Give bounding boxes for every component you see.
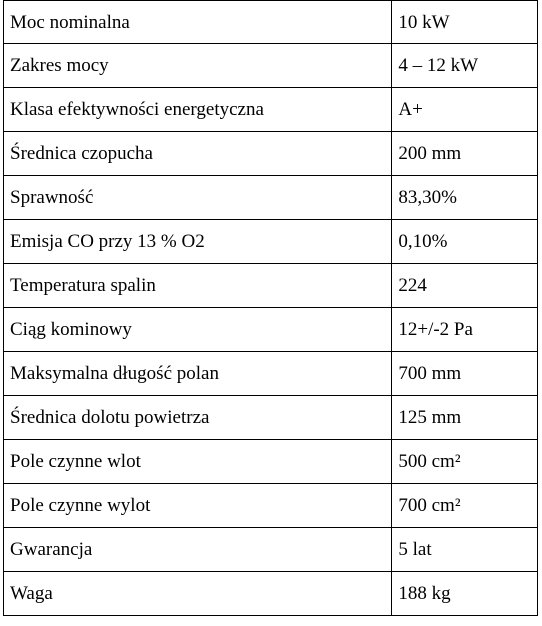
row-label: Waga — [4, 572, 392, 616]
row-value: 200 mm — [392, 132, 538, 176]
row-label: Emisja CO przy 13 % O2 — [4, 220, 392, 264]
table-row — [4, 220, 538, 264]
row-label: Średnica dolotu powietrza — [4, 396, 392, 440]
table-row — [4, 264, 538, 308]
table-row — [4, 1, 538, 44]
row-label: Pole czynne wlot — [4, 440, 392, 484]
row-label: Klasa efektywności energetyczna — [4, 88, 392, 132]
table-row — [4, 352, 538, 396]
row-value: 700 mm — [392, 352, 538, 396]
row-label: Ciąg kominowy — [4, 308, 392, 352]
row-value: 125 mm — [392, 396, 538, 440]
table-row — [4, 572, 538, 616]
row-label: Zakres mocy — [4, 44, 392, 88]
table-row — [4, 440, 538, 484]
row-value: 10 kW — [392, 1, 538, 44]
row-value: 0,10% — [392, 220, 538, 264]
row-label: Maksymalna długość polan — [4, 352, 392, 396]
row-label: Sprawność — [4, 176, 392, 220]
row-label: Moc nominalna — [4, 1, 392, 44]
row-label: Temperatura spalin — [4, 264, 392, 308]
table-row — [4, 176, 538, 220]
row-value: 700 cm² — [392, 484, 538, 528]
table-row — [4, 484, 538, 528]
row-label: Pole czynne wylot — [4, 484, 392, 528]
row-value: A+ — [392, 88, 538, 132]
row-value: 4 – 12 kW — [392, 44, 538, 88]
specification-table — [3, 0, 538, 616]
row-label: Średnica czopucha — [4, 132, 392, 176]
row-label: Gwarancja — [4, 528, 392, 572]
table-row — [4, 88, 538, 132]
table-row — [4, 528, 538, 572]
row-value: 500 cm² — [392, 440, 538, 484]
row-value: 5 lat — [392, 528, 538, 572]
row-value: 188 kg — [392, 572, 538, 616]
table-row — [4, 132, 538, 176]
row-value: 224 — [392, 264, 538, 308]
row-value: 12+/-2 Pa — [392, 308, 538, 352]
row-value: 83,30% — [392, 176, 538, 220]
table-row — [4, 44, 538, 88]
table-row — [4, 396, 538, 440]
table-row — [4, 308, 538, 352]
